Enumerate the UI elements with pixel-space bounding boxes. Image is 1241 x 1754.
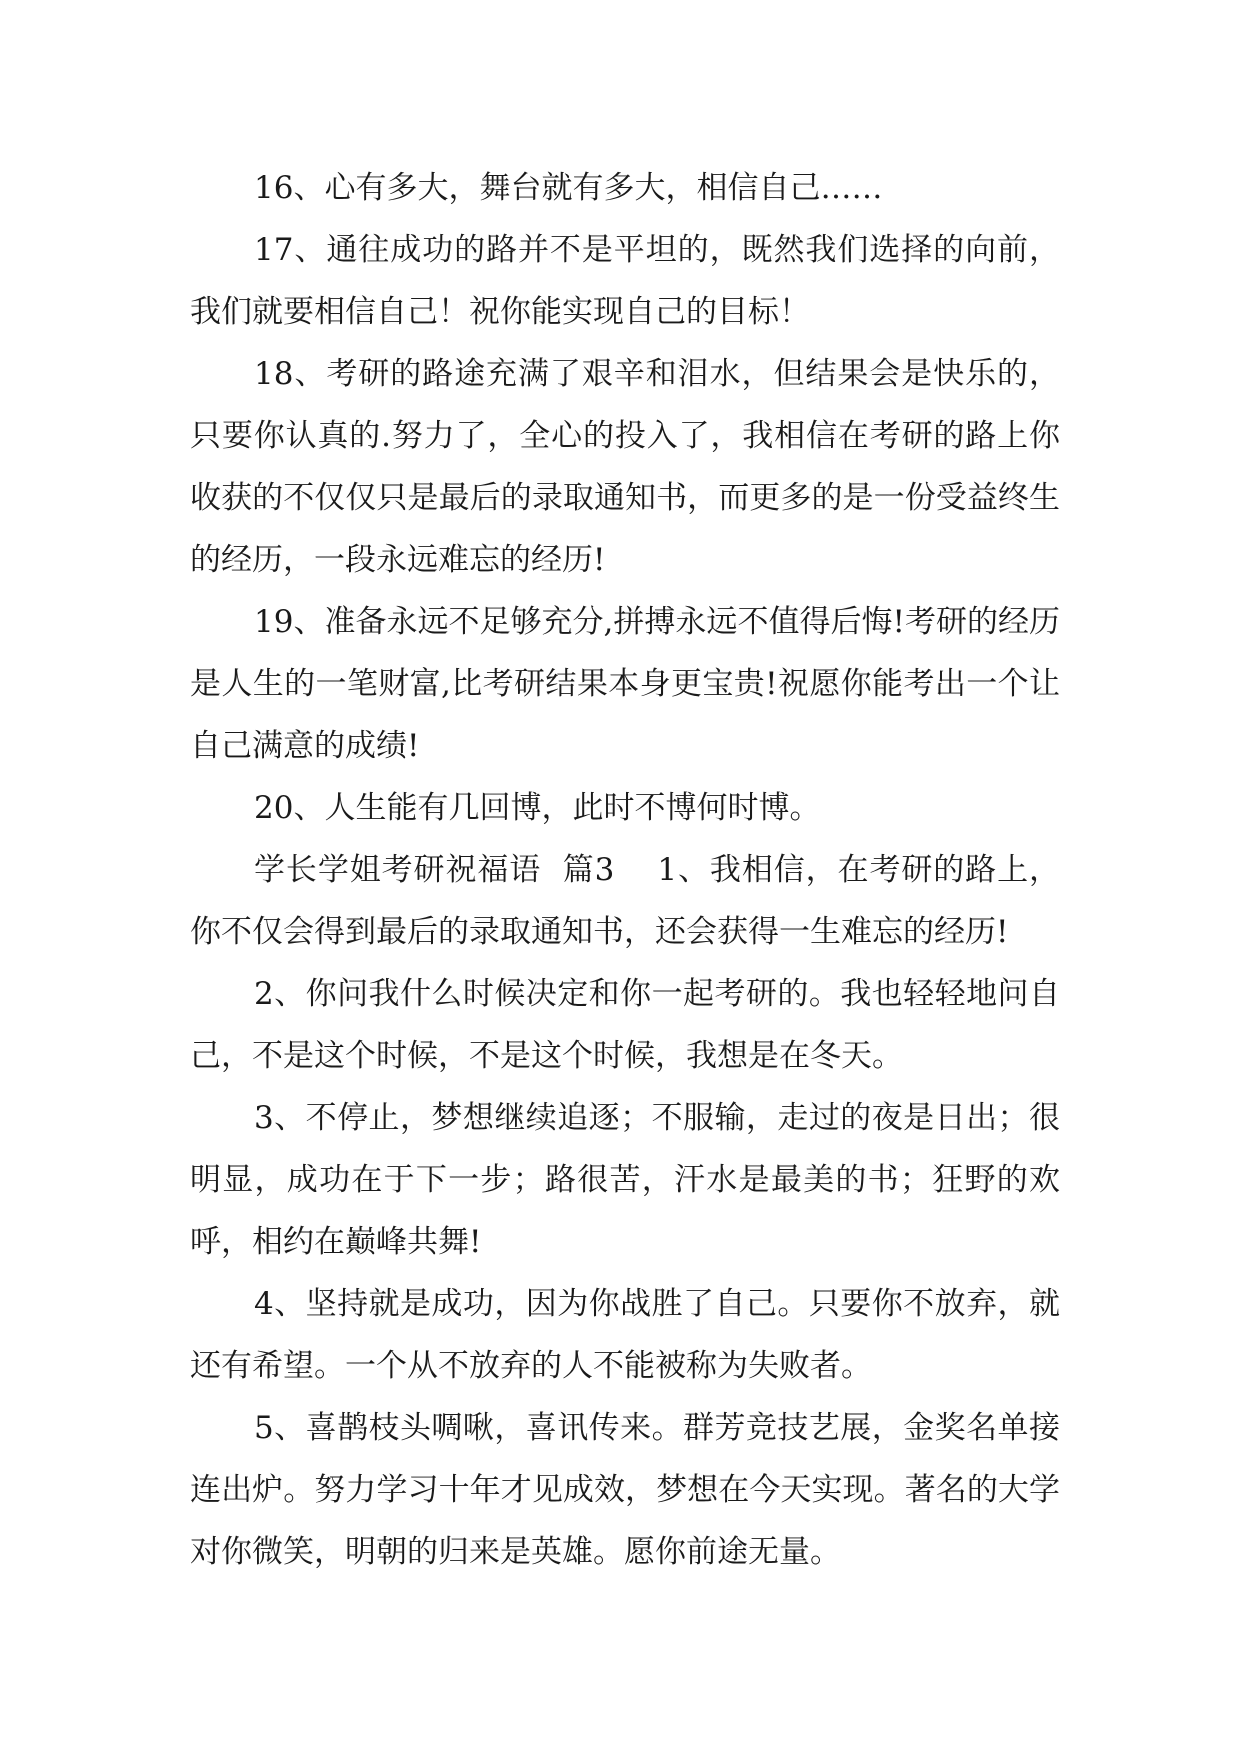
paragraph-20: 20、人生能有几回博，此时不博何时博。 (254, 790, 821, 826)
paragraph-19: 19、准备永远不足够充分,拼搏永远不值得后悔!考研的经历是人生的一笔财富,比考研结果本身更宝贵!祝愿你能考出一个让自己满意的成绩! (190, 604, 1060, 764)
paragraph-16: 16、心有多大，舞台就有多大，相信自己…… (254, 170, 883, 206)
paragraph-18: 18、考研的路途充满了艰辛和泪水，但结果会是快乐的，只要你认真的.努力了，全心的投入了，我相信在考研的路上你收获的不仅仅只是最后的录取通知书，而更多的是一份受益终生的经历，一段永远难忘的经历! (190, 356, 1060, 578)
paragraph-2: 2、你问我什么时候决定和你一起考研的。我也轻轻地问自己，不是这个时候，不是这个时候，我想是在冬天。 (190, 976, 1060, 1074)
paragraph-17: 17、通往成功的路并不是平坦的，既然我们选择的向前，我们就要相信自己！祝你能实现自己的目标！ (190, 232, 1060, 330)
paragraph-3: 3、不停止，梦想继续追逐；不服输，走过的夜是日出；很明显，成功在于下一步；路很苦，汗水是最美的书；狂野的欢呼，相约在巅峰共舞! (190, 1100, 1060, 1260)
section-heading-paragraph: 学长学姐考研祝福语 篇3 1、我相信，在考研的路上，你不仅会得到最后的录取通知书，还会获得一生难忘的经历! (190, 852, 1060, 950)
paragraph-5: 5、喜鹊枝头啁啾，喜讯传来。群芳竞技艺展，金奖名单接连出炉。努力学习十年才见成效，梦想在今天实现。著名的大学对你微笑，明朝的归来是英雄。愿你前途无量。 (190, 1410, 1060, 1570)
paragraph-4: 4、坚持就是成功，因为你战胜了自己。只要你不放弃，就还有希望。一个从不放弃的人不能被称为失败者。 (190, 1286, 1060, 1384)
document-body (190, 157, 1060, 1583)
